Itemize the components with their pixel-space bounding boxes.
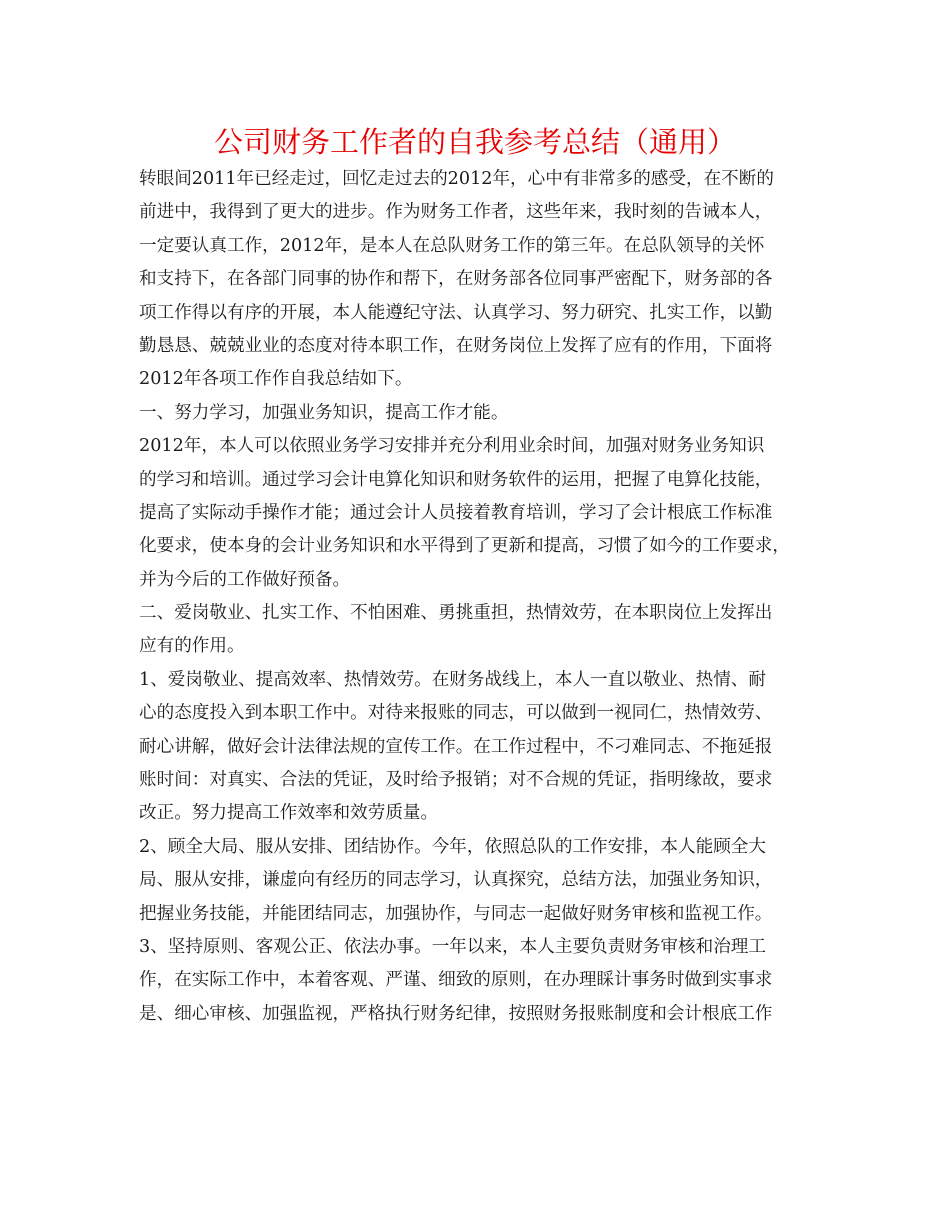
body-line: 并为今后的工作做好预备。 [139,569,351,590]
body-line: 项工作得以有序的开展，本人能遵纪守法、认真学习、努力研究、扎实工作，以勤 [139,302,773,323]
body-line: 耐心讲解，做好会计法律法规的宣传工作。在工作过程中，不刁难同志、不拖延报 [139,736,773,757]
body-line: 2012年各项工作作自我总结如下。 [139,369,413,390]
body-line: 局、服从安排，谦虚向有经历的同志学习，认真探究，总结方法，加强业务知识， [139,870,773,891]
body-line: 改正。努力提高工作效率和效劳质量。 [139,803,439,824]
body-line: 的学习和培训。通过学习会计电算化知识和财务软件的运用，把握了电算化技能， [139,469,773,490]
section-heading-1: 一、努力学习，加强业务知识，提高工作才能。 [139,402,509,423]
document-title: 公司财务工作者的自我参考总结（通用） [213,125,736,159]
body-line: 化要求，使本身的会计业务知识和水平得到了更新和提高，习惯了如今的工作要求， [139,536,790,557]
body-line: 提高了实际动手操作才能；通过会计人员接着教育培训，学习了会计根底工作标准 [139,502,773,523]
body-line: 3、坚持原则、客观公正、依法办事。一年以来，本人主要负责财务审核和治理工 [139,936,766,957]
body-line: 账时间：对真实、合法的凭证，及时给予报销；对不合规的凭证，指明缘故，要求 [139,770,773,791]
body-line: 是、细心审核、加强监视，严格执行财务纪律，按照财务报账制度和会计根底工作 [139,1003,773,1024]
document-body [139,163,815,1031]
body-line: 2012年，本人可以依照业务学习安排并充分利用业余时间，加强对财务业务知识 [139,436,765,457]
body-line: 和支持下，在各部门同事的协作和帮下，在财务部各位同事严密配下，财务部的各 [139,269,773,290]
body-line: 作，在实际工作中，本着客观、严谨、细致的原则，在办理睬计事务时做到实事求 [139,970,773,991]
section-heading-2-cont: 应有的作用。 [139,636,245,657]
body-line: 前进中，我得到了更大的进步。作为财务工作者，这些年来，我时刻的告诫本人， [139,202,773,223]
body-line: 把握业务技能，并能团结同志，加强协作，与同志一起做好财务审核和监视工作。 [139,903,773,924]
body-line: 一定要认真工作，2012年，是本人在总队财务工作的第三年。在总队领导的关怀 [139,235,765,256]
body-line: 1、爱岗敬业、提高效率、热情效劳。在财务战线上，本人一直以敬业、热情、耐 [139,669,766,690]
body-line: 2、顾全大局、服从安排、团结协作。今年，依照总队的工作安排，本人能顾全大 [139,836,766,857]
body-line: 勤恳恳、兢兢业业的态度对待本职工作，在财务岗位上发挥了应有的作用，下面将 [139,335,773,356]
body-line: 转眼间2011年已经走过，回忆走过去的2012年，心中有非常多的感受，在不断的 [139,169,774,189]
body-line: 心的态度投入到本职工作中。对待来报账的同志，可以做到一视同仁，热情效劳、 [139,703,773,724]
section-heading-2: 二、爱岗敬业、扎实工作、不怕困难、勇挑重担，热情效劳，在本职岗位上发挥出 [139,603,773,624]
